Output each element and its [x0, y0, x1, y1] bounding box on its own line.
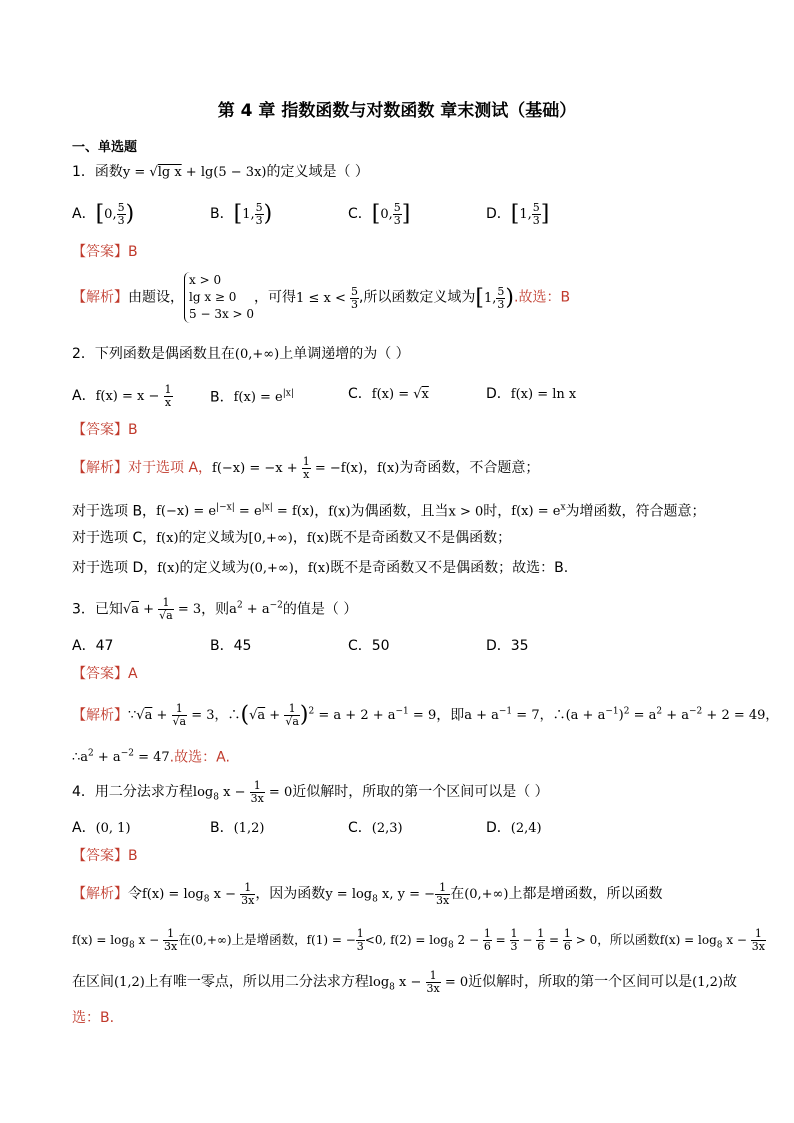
question-1-stem: 1．函数y = √lg x + lg(5 − 3x)的定义域是（ ）: [72, 164, 369, 180]
question-4-analysis-line-3: 在区间(1,2)上有唯一零点，所以用二分法求方程$\log_8 x$ − $\frac{1}{3x}$ = 0近似解时，所取的第一个区间可以是(1,2)故: [72, 969, 737, 995]
question-2-option-c: C．f(x) = √x: [348, 386, 429, 402]
question-1-analysis: 【解析】由题设， x > 0 lg x ≥ 0 5 − 3x > 0 ，可得1 ≤ x < $\frac{5}{3}$ ,所以函数定义域为[1, $\frac{5}{3}$ ).故选：B: [72, 273, 571, 321]
question-2-answer: 【答案】B: [72, 422, 138, 438]
page-title: 第 4 章 指数函数与对数函数 章末测试（基础）: [217, 101, 577, 121]
question-1-answer: 【答案】B: [72, 244, 138, 260]
question-3-stem: 3．已知√a + $\frac{1}{√a}$ = 3，则$a^2 + a^{-2}$的值是（ ）: [72, 596, 358, 623]
question-3-analysis-line-2: $\therefore a^2 + a^{-2} = 47$.故选：A.: [72, 749, 230, 766]
question-3-option-b: B．45: [210, 638, 252, 654]
question-2-analysis-line-2: 对于选项 B，$f(-x) = e^{|-x|} = e^{|x|} = f(x)$，f(x)为偶函数，且当x > 0时，$f(x) = e^x$为增函数，符合题意；: [72, 503, 706, 520]
question-4-answer: 【答案】B: [72, 848, 138, 864]
question-4-stem: 4．用二分法求方程$\log_8 x$ − $\frac{1}{3x}$ = 0近似解时，所取的第一个区间可以是（ ）: [72, 779, 549, 805]
question-4-option-d: D．(2,4): [486, 820, 542, 836]
question-2-option-a: A．f(x) = x − $\frac{1}{x}$: [72, 383, 172, 409]
question-4-option-a: A．(0, 1): [72, 820, 131, 836]
question-3-option-c: C．50: [348, 638, 390, 654]
question-4-option-b: B．(1,2): [210, 820, 265, 836]
question-4-option-c: C．(2,3): [348, 820, 403, 836]
question-2-option-d: D．f(x) = ln x: [486, 386, 577, 402]
question-3-option-a: A．47: [72, 638, 114, 654]
question-4-analysis-line-1: 【解析】令$f(x) = \log_8 x$ − $\frac{1}{3x}$ ，因为函数$y = \log_8 x$, y = − $\frac{1}{3x}$ 在(0,+∞)上都是增函数，所以函数: [72, 881, 663, 907]
question-2-analysis-line-4: 对于选项 D，f(x)的定义域为(0,+∞)，f(x)既不是奇函数又不是偶函数；故选：B.: [72, 560, 569, 576]
question-3-option-d: D．35: [486, 638, 529, 654]
question-1-option-d: D．[1, $\frac{5}{3}$ ]: [486, 201, 550, 227]
question-2-stem: 2．下列函数是偶函数且在(0,+∞)上单调递增的为（ ）: [72, 346, 410, 362]
question-3-analysis-line-1: 【解析】∵√a + $\frac{1}{√a}$ = 3，∴(√a + $\frac{1}{√a}$ )$^2 = a + 2 + a^{-1} = 9$，即$a + a^{-1} = 7$，∴(a + $a^{-1})^2 = a^2 + a^{-2} + 2 = 49$，: [72, 702, 779, 729]
question-1-option-c: C．[0, $\frac{5}{3}$ ]: [348, 201, 411, 227]
section-heading: 一、单选题: [72, 140, 138, 155]
question-1-option-b: B．[1, $\frac{5}{3}$ ): [210, 201, 273, 227]
question-2-analysis-line-1: 【解析】对于选项 A，f(−x) = −x + $\frac{1}{x}$ = −f(x)，f(x)为奇函数，不合题意；: [72, 455, 540, 481]
question-3-answer: 【答案】A: [72, 666, 138, 682]
question-1-option-a: A．[0, $\frac{5}{3}$ ): [72, 201, 135, 227]
question-2-analysis-line-3: 对于选项 C，f(x)的定义域为[0,+∞)，f(x)既不是奇函数又不是偶函数；: [72, 530, 512, 546]
question-4-analysis-line-4: 选：B.: [72, 1010, 115, 1026]
question-4-analysis-line-2: $f(x) = \log_8 x$ − $\frac{1}{3x}$ 在(0,+∞)上是增函数，f(1) = − $\frac{1}{3}$ <0, $f(2) = \log_8 2$ − $\frac{1}{6}$ = $\frac{1}{3}$ − $\frac{1}{6}$ = $\frac{1}{6}$ > 0，所以函数$f(x) = \log_8 x$ − $\frac{1}{3x}$: [72, 927, 765, 953]
question-2-option-b: B．$f(x) = e^{|x|}$: [210, 389, 294, 406]
